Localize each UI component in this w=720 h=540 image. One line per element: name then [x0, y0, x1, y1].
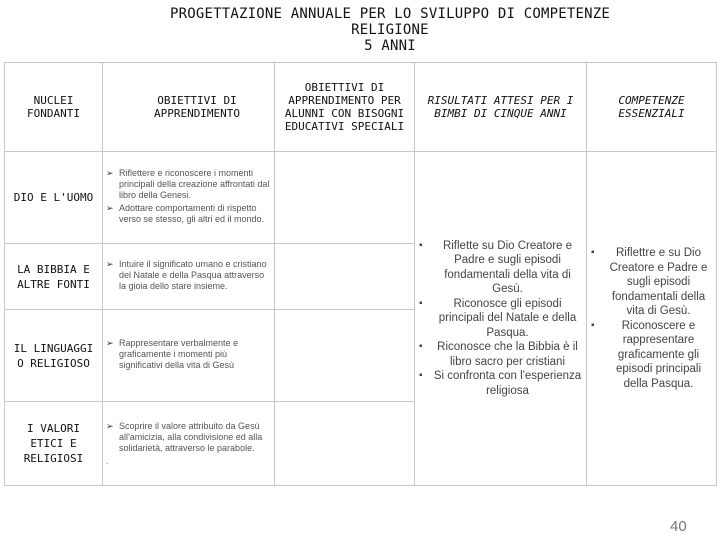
header-competenze: COMPETENZE ESSENZIALI	[587, 63, 717, 152]
nucleo-cell: I VALORI ETICI E RELIGIOSI	[5, 402, 103, 486]
nucleo-cell: IL LINGUAGGI O RELIGIOSO	[5, 310, 103, 402]
list-item: ▪ Riconosce che la Bibbia è il libro sacro per cristiani	[419, 341, 578, 368]
progettazione-table	[4, 62, 717, 486]
list-item: ➢ Scoprire il valore attribuito da Gesù all'amicizia, alla condivisione ed alla solidarietà, attraverso le parabole.	[106, 420, 263, 453]
header-obiettivi: OBIETTIVI DI APPRENDIMENTO	[103, 63, 275, 152]
bullet-icon: ▪	[419, 341, 423, 353]
obiettivi-speciali-cell	[275, 244, 415, 310]
arrow-bullet-icon: ➢	[106, 420, 114, 431]
nucleo-cell: LA BIBBIA E ALTRE FONTI	[5, 244, 103, 310]
list-item: ▪ Riflette su Dio Creatore e Padre e sugli episodi fondamentali della vita di Gesù.	[419, 239, 573, 296]
list-item: ➢ Intuire il significato umano e cristiano del Natale e della Pasqua attraverso la gioia dello stare insieme.	[106, 259, 267, 291]
obiettivi-speciali-cell	[275, 310, 415, 402]
arrow-bullet-icon: ➢	[106, 203, 114, 213]
bullet-icon: ▪	[419, 370, 423, 382]
trailing-mark: .	[106, 455, 109, 466]
obiettivi-cell	[103, 244, 275, 310]
risultati-cell	[415, 152, 587, 486]
page-number: 40	[670, 518, 687, 535]
document-title	[0, 6, 720, 54]
header-nuclei: NUCLEI FONDANTI	[5, 63, 103, 152]
list-item: ▪ Riconoscere e rappresentare graficamente gli episodi principali della Pasqua.	[591, 319, 702, 390]
bullet-icon: ▪	[419, 297, 423, 309]
nucleo-cell: DIO E L'UOMO	[5, 152, 103, 244]
title-line-2: RELIGIONE	[351, 22, 429, 38]
obiettivi-cell	[103, 310, 275, 402]
header-risultati: RISULTATI ATTESI PER I BIMBI DI CINQUE ANNI	[415, 63, 587, 152]
competenze-cell	[587, 152, 717, 486]
header-row	[5, 63, 717, 152]
obiettivi-speciali-cell	[275, 152, 415, 244]
title-line-3: 5 ANNI	[364, 38, 416, 54]
list-item: ➢ Riflettere e riconoscere i momenti principali della creazione affrontati dal libro della Genesi.	[106, 168, 270, 200]
header-obiettivi-speciali: OBIETTIVI DI APPRENDIMENTO PER ALUNNI CON BISOGNI EDUCATIVI SPECIALI	[275, 63, 415, 152]
list-item: ▪ Si confronta con l'esperienza religiosa	[419, 370, 582, 397]
table-row	[5, 152, 717, 244]
arrow-bullet-icon: ➢	[106, 168, 114, 178]
obiettivi-speciali-cell	[275, 402, 415, 486]
obiettivi-cell	[103, 152, 275, 244]
arrow-bullet-icon: ➢	[106, 259, 114, 269]
list-item: ➢ Rappresentare verbalmente e graficamente i momenti più significativi della vita di Gesù	[106, 338, 239, 370]
bullet-icon: ▪	[591, 319, 595, 331]
title-line-1: PROGETTAZIONE ANNUALE PER LO SVILUPPO DI COMPETENZE	[169, 6, 611, 22]
list-item: ▪ Riflettre e su Dio Creatore e Padre e sugli episodi fondamentali della vita di Gesù.	[591, 247, 708, 317]
list-item: ➢ Adottare comportamenti di rispetto verso se stesso, gli altri ed il mondo.	[106, 203, 265, 224]
bullet-icon: ▪	[419, 239, 423, 251]
list-item: ▪ Riconosce gli episodi principali del Natale e della Pasqua.	[419, 297, 577, 339]
obiettivi-cell	[103, 402, 275, 486]
bullet-icon: ▪	[591, 247, 595, 258]
arrow-bullet-icon: ➢	[106, 338, 114, 348]
